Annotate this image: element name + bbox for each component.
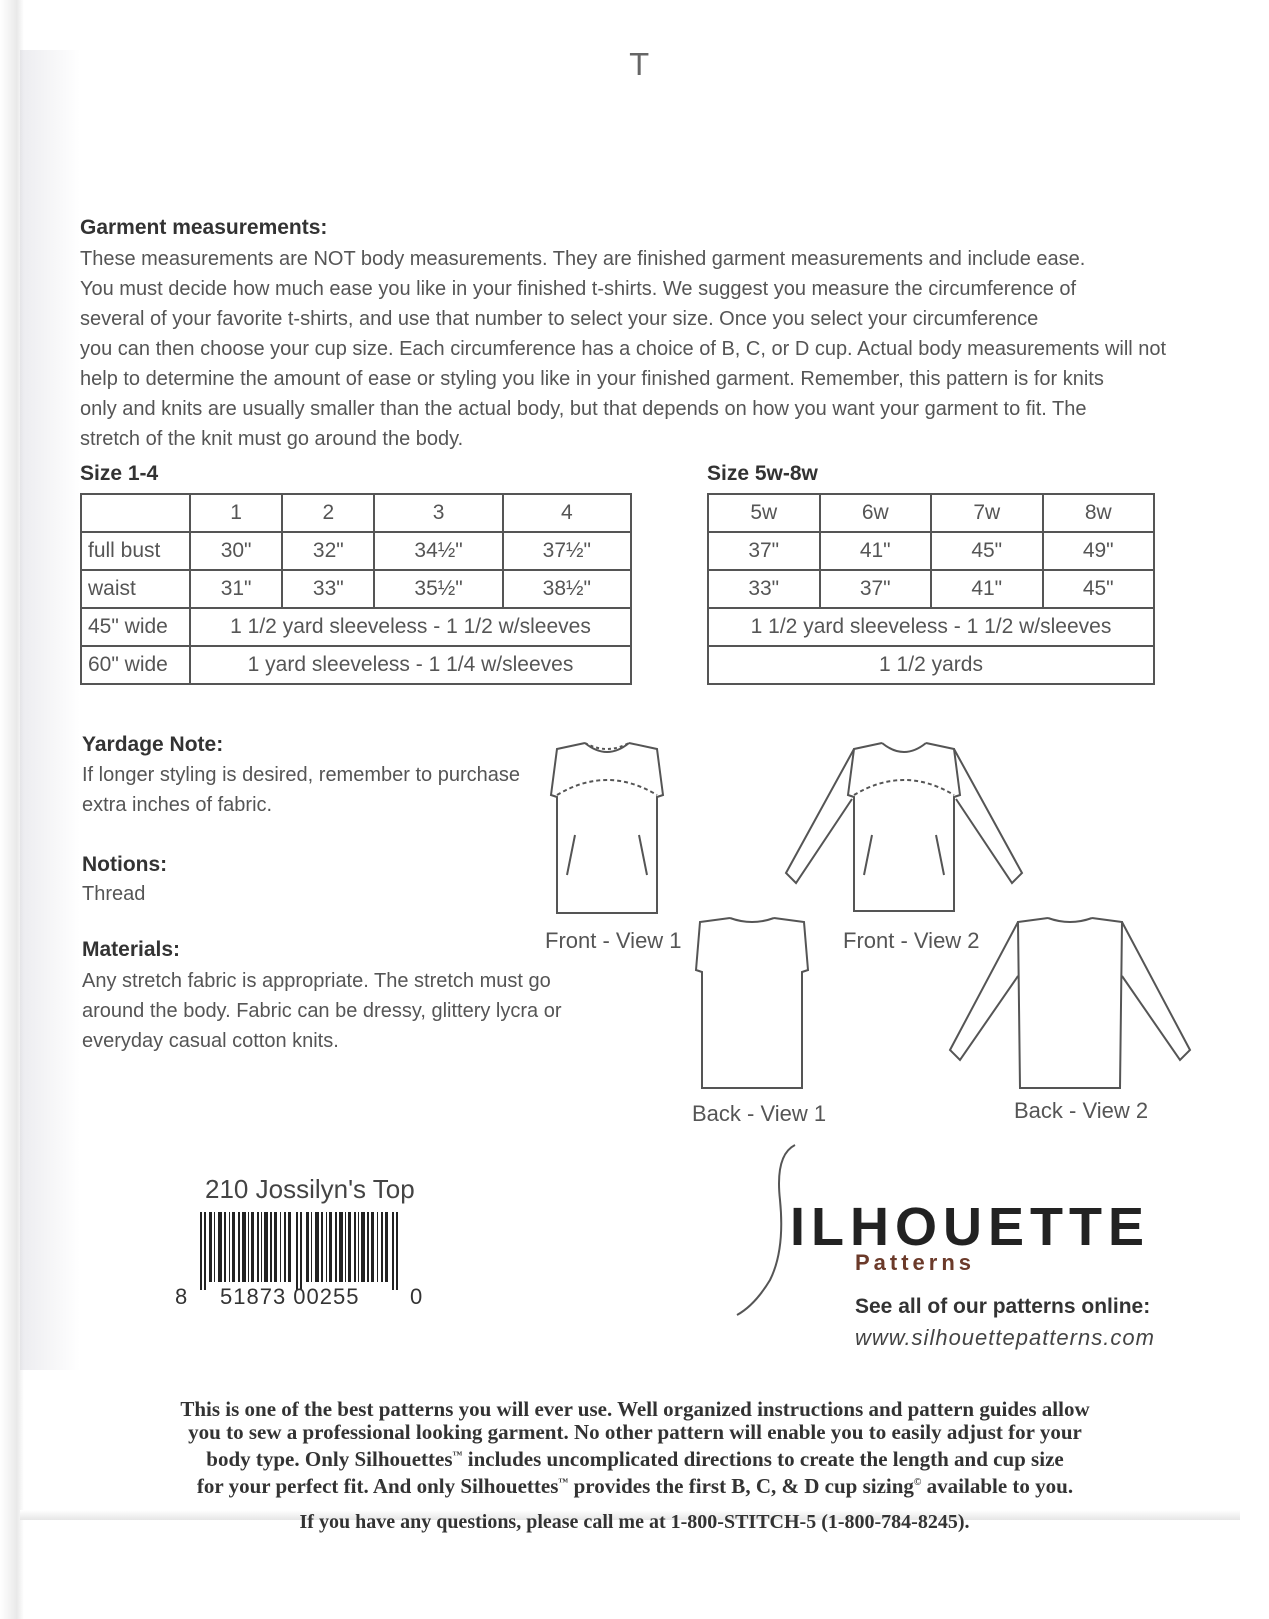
size-5w-8w-title: Size 5w-8w xyxy=(707,462,818,485)
front-view-2-sketch xyxy=(782,735,1027,915)
notions-line: Thread xyxy=(82,883,146,905)
table-header-cell: 2 xyxy=(282,494,374,532)
brand-name: ILHOUETTE xyxy=(790,1197,1150,1257)
table-row xyxy=(81,494,631,532)
table-cell: 45" xyxy=(931,532,1043,570)
table-header-cell: 6w xyxy=(820,494,932,532)
website-link[interactable]: www.silhouettepatterns.com xyxy=(855,1325,1155,1350)
size-1-4-table xyxy=(80,493,632,685)
garment-line: You must decide how much ease you like in your finished t-shirts. We suggest you measure the circumference of xyxy=(80,278,1077,300)
table-cell: 32" xyxy=(282,532,374,570)
table-cell: 37½" xyxy=(503,532,631,570)
materials-line: everyday casual cotton knits. xyxy=(82,1030,339,1052)
table-cell: 38½" xyxy=(503,570,631,608)
table-cell: 34½" xyxy=(374,532,502,570)
materials-line: Any stretch fabric is appropriate. The stretch must go xyxy=(82,970,551,992)
yardage-line: If longer styling is desired, remember to purchase xyxy=(82,764,520,786)
promo-fragment: for your perfect fit. And only Silhouettes xyxy=(196,1474,559,1498)
phone-line: If you have any questions, please call me at 1-800-STITCH-5 (1-800-784-8245). xyxy=(299,1511,970,1533)
table-row xyxy=(81,646,631,684)
table-cell: 31" xyxy=(190,570,282,608)
garment-line: stretch of the knit must go around the body. xyxy=(80,428,464,450)
table-header-cell: 3 xyxy=(374,494,502,532)
scan-shadow xyxy=(20,50,80,1370)
table-header-cell: 1 xyxy=(190,494,282,532)
front-view-2-caption: Front - View 2 xyxy=(843,928,980,953)
promo-fragment: includes uncomplicated directions to create the length and cup size xyxy=(462,1447,1064,1471)
promo-line: This is one of the best patterns you will ever use. Well organized instructions and pattern guides allow xyxy=(180,1397,1090,1421)
table-header-cell: 4 xyxy=(503,494,631,532)
yardage-text xyxy=(82,760,520,820)
notions-text xyxy=(82,879,145,909)
table-row xyxy=(81,608,631,646)
row-label: 45" wide xyxy=(81,608,190,646)
back-view-2-sketch xyxy=(948,912,1193,1092)
table-header-cell: 8w xyxy=(1043,494,1155,532)
size-5w-8w-table xyxy=(707,493,1155,685)
table-cell: 37" xyxy=(708,532,820,570)
back-view-2-caption: Back - View 2 xyxy=(1014,1098,1149,1123)
trademark-symbol: ™ xyxy=(558,1477,569,1488)
promo-fragment: body type. Only Silhouettes xyxy=(206,1447,453,1471)
table-row xyxy=(708,608,1154,646)
back-view-1-caption: Back - View 1 xyxy=(692,1101,827,1126)
table-header-cell: 7w xyxy=(931,494,1043,532)
garment-line: several of your favorite t-shirts, and use that number to select your size. Once you select your circumference xyxy=(80,308,1039,330)
table-cell: 45" xyxy=(1043,570,1155,608)
front-view-1-caption: Front - View 1 xyxy=(545,928,682,953)
table-row xyxy=(81,570,631,608)
table-row xyxy=(708,494,1154,532)
yardage-heading: Yardage Note: xyxy=(82,733,224,756)
table-cell: 1 1/2 yard sleeveless - 1 1/2 w/sleeves xyxy=(190,608,631,646)
table-header-cell: 5w xyxy=(708,494,820,532)
row-label: waist xyxy=(81,570,190,608)
row-label: full bust xyxy=(81,532,190,570)
row-label: 60" wide xyxy=(81,646,190,684)
yardage-line: extra inches of fabric. xyxy=(82,794,273,816)
barcode-image xyxy=(200,1212,405,1292)
table-row xyxy=(708,646,1154,684)
table-cell: 41" xyxy=(931,570,1043,608)
barcode-number-middle: 51873 00255 xyxy=(220,1284,360,1309)
table-cell: 33" xyxy=(282,570,374,608)
promo-line: you to sew a professional looking garment. No other pattern will enable you to easily adjust for your xyxy=(188,1420,1082,1444)
garment-line: These measurements are NOT body measurements. They are finished garment measurements and include ease. xyxy=(80,248,1086,270)
garment-paragraph xyxy=(80,244,1166,454)
barcode-number-right: 0 xyxy=(410,1284,423,1309)
garment-line: only and knits are usually smaller than the actual body, but that depends on how you want your garment to fit. The xyxy=(80,398,1087,420)
promo-text xyxy=(60,1398,1210,1498)
materials-heading: Materials: xyxy=(82,938,181,961)
garment-line: you can then choose your cup size. Each circumference has a choice of B, C, or D cup. Actual body measurements will not xyxy=(80,338,1167,360)
table-row xyxy=(81,532,631,570)
brand-subtitle: Patterns xyxy=(855,1250,976,1275)
table-cell: 41" xyxy=(820,532,932,570)
table-cell: 30" xyxy=(190,532,282,570)
garment-heading: Garment measurements: xyxy=(80,216,328,239)
table-cell: 1 1/2 yard sleeveless - 1 1/2 w/sleeves xyxy=(708,608,1154,646)
table-row xyxy=(708,570,1154,608)
materials-text xyxy=(82,966,561,1056)
trademark-symbol: ™ xyxy=(452,1450,463,1461)
table-cell: 1 yard sleeveless - 1 1/4 w/sleeves xyxy=(190,646,631,684)
table-row xyxy=(708,532,1154,570)
online-heading: See all of our patterns online: xyxy=(855,1295,1151,1318)
table-cell: 49" xyxy=(1043,532,1155,570)
promo-line xyxy=(60,1471,1210,1498)
size-1-4-title: Size 1-4 xyxy=(80,462,159,485)
table-cell: 33" xyxy=(708,570,820,608)
product-title: 210 Jossilyn's Top xyxy=(205,1174,415,1204)
notions-heading: Notions: xyxy=(82,853,168,876)
table-cell: 35½" xyxy=(374,570,502,608)
back-view-1-sketch xyxy=(692,912,812,1092)
barcode-number-left: 8 xyxy=(175,1284,188,1309)
top-mark: T xyxy=(630,48,649,83)
garment-line: help to determine the amount of ease or styling you like in your finished garment. Remember, this pattern is for knits xyxy=(80,368,1104,390)
promo-line xyxy=(60,1444,1210,1471)
table-cell: 1 1/2 yards xyxy=(708,646,1154,684)
promo-fragment: provides the first B, C, & D cup sizing xyxy=(568,1474,914,1498)
table-cell xyxy=(81,494,190,532)
front-view-1-sketch xyxy=(545,735,670,920)
copyright-symbol: © xyxy=(913,1477,922,1488)
table-cell: 37" xyxy=(820,570,932,608)
promo-fragment: available to you. xyxy=(921,1474,1074,1498)
materials-line: around the body. Fabric can be dressy, glittery lycra or xyxy=(82,1000,562,1022)
